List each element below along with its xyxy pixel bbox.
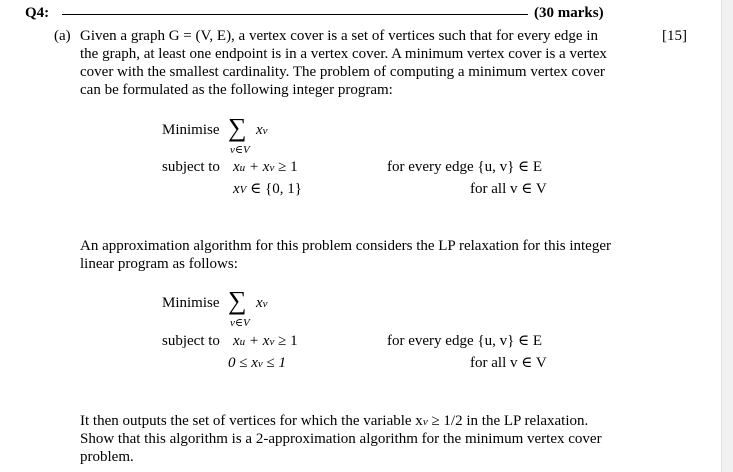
lp-intro-line-1: An approximation algorithm for this problem considers the LP relaxation for this integer: [80, 238, 611, 254]
lp-subject-to: subject to: [162, 333, 220, 349]
lp-constraint-2: 0 ≤ xv ≤ 1: [228, 355, 287, 371]
intro-line-1: Given a graph G = (V, E), a vertex cover is a set of vertices such that for every edge in: [80, 28, 598, 44]
points-label: [15]: [662, 28, 687, 44]
lp-constraint-1: xu + xv ≥ 1: [233, 333, 298, 349]
intro-line-2: the graph, at least one endpoint is in a vertex cover. A minimum vertex cover is a vertex: [80, 46, 607, 62]
lp-sum-index: v∈V: [230, 317, 250, 329]
closing-line-3: problem.: [80, 449, 134, 465]
closing-line-1: It then outputs the set of vertices for which the variable xv ≥ 1/2 in the LP relaxation.: [80, 413, 589, 429]
lp-sigma: ∑: [228, 286, 247, 315]
ip-sum-index: v∈V: [230, 144, 250, 156]
ip-subject-to: subject to: [162, 159, 220, 175]
ip-minimise: Minimise: [162, 122, 220, 138]
ip-constraint-1-cond: for every edge {u, v} ∈ E: [387, 159, 543, 175]
marks-label: (30 marks): [534, 5, 604, 21]
ip-constraint-2: xV ∈ {0, 1}: [233, 181, 302, 197]
intro-line-4: can be formulated as the following integer program:: [80, 82, 393, 98]
intro-line-3: cover with the smallest cardinality. The problem of computing a minimum vertex cover: [80, 64, 605, 80]
ip-sigma: ∑: [228, 113, 247, 142]
lp-constraint-1-cond: for every edge {u, v} ∈ E: [387, 333, 543, 349]
ip-summand: xv: [256, 122, 268, 138]
question-label: Q4:: [25, 5, 50, 21]
part-label: (a): [54, 28, 71, 44]
ip-constraint-2-cond: for all v ∈ V: [470, 181, 547, 197]
header-rule: [62, 14, 528, 15]
lp-constraint-2-cond: for all v ∈ V: [470, 355, 547, 371]
lp-minimise: Minimise: [162, 295, 220, 311]
lp-intro-line-2: linear program as follows:: [80, 256, 238, 272]
scrollbar[interactable]: [721, 0, 733, 472]
lp-summand: xv: [256, 295, 268, 311]
closing-line-2: Show that this algorithm is a 2-approximation algorithm for the minimum vertex cover: [80, 431, 602, 447]
ip-constraint-1: xu + xv ≥ 1: [233, 159, 298, 175]
